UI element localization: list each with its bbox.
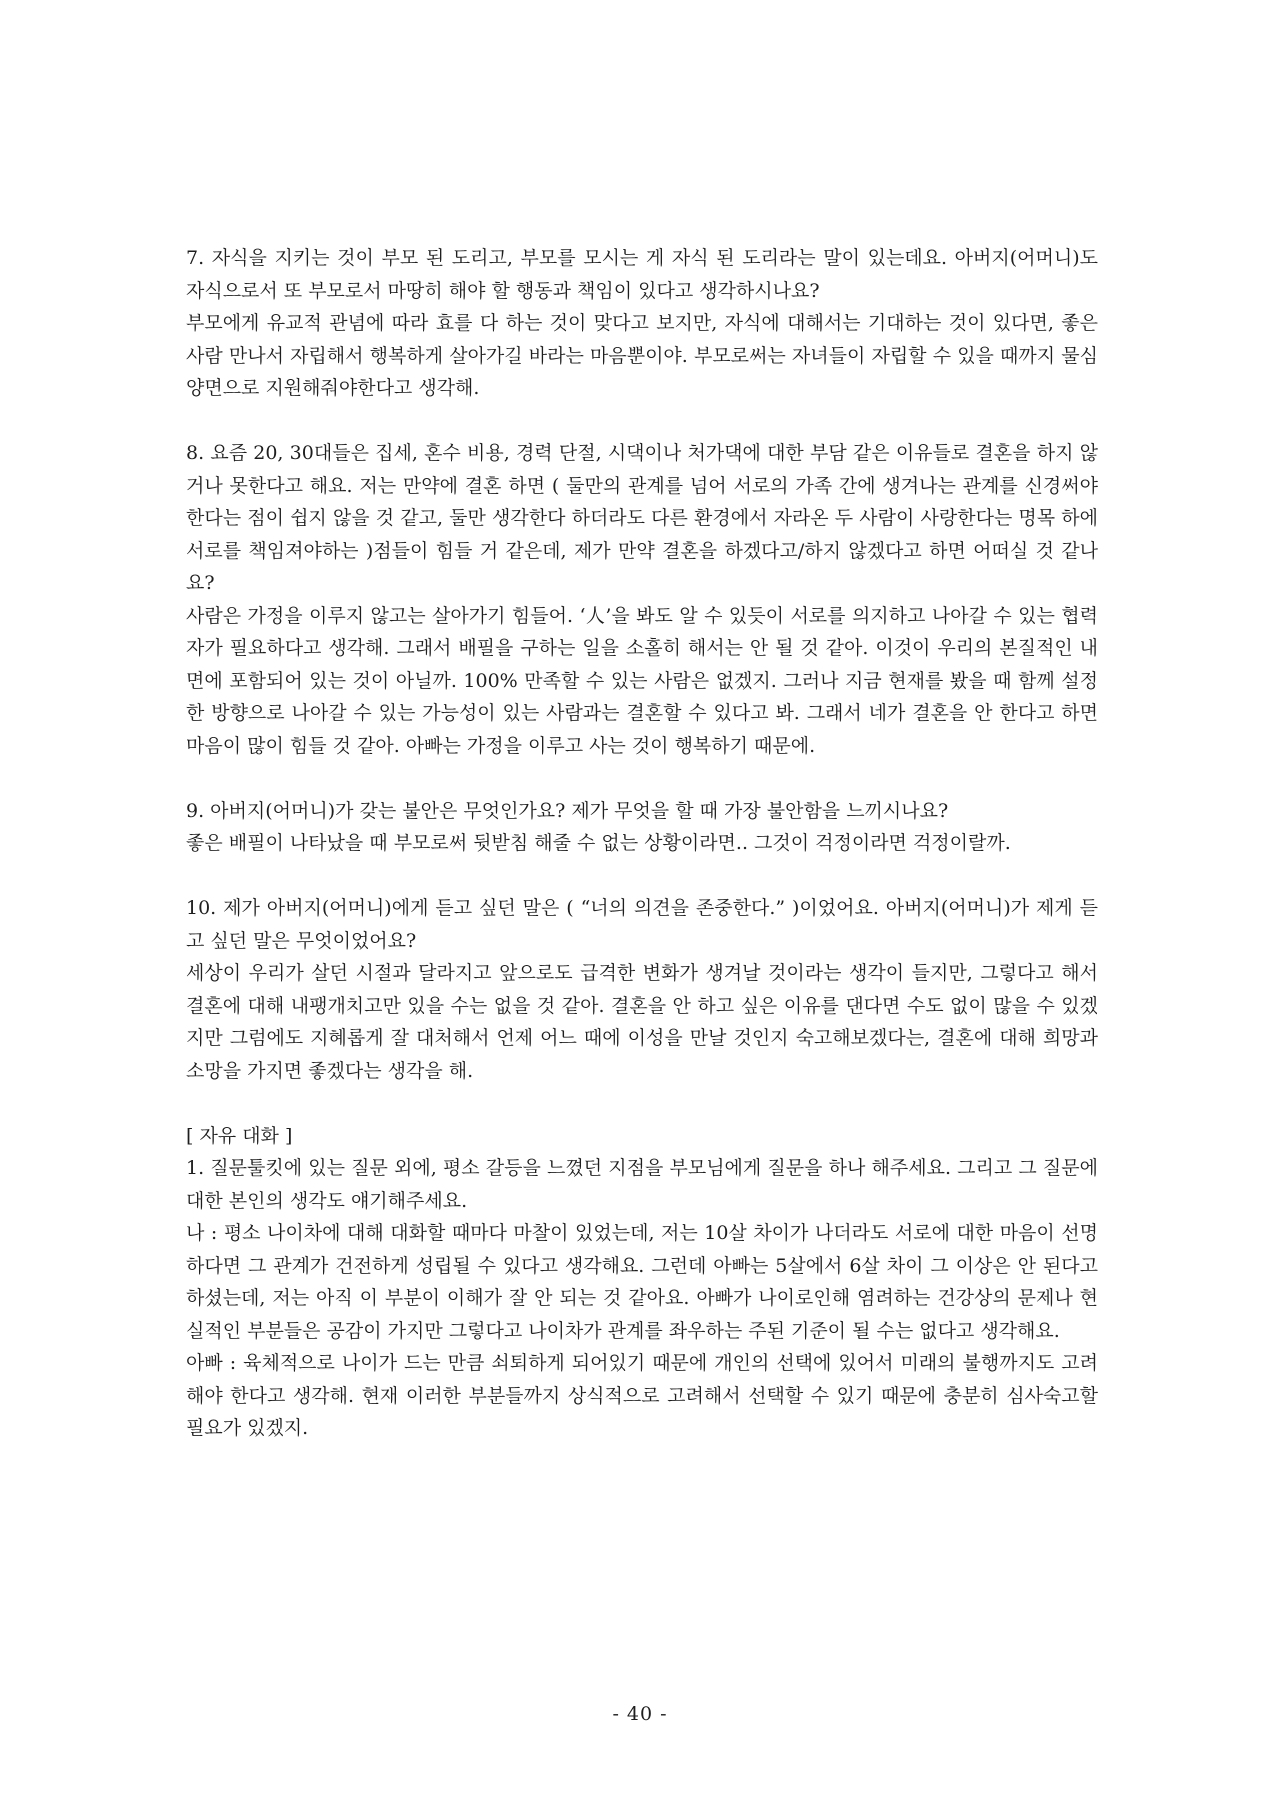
qa-item-9 (186, 795, 1098, 860)
answer-8: 사람은 가정을 이루지 않고는 살아가기 힘들어. ‘人’을 봐도 알 수 있듯이 서로를 의지하고 나아갈 수 있는 협력자가 필요하다고 생각해. 그래서 배필을 구하는 일을 소홀히 해서는 안 될 것 같아. 이것이 우리의 본질적인 내면에 포함되어 있는 것이 아닐까. 100% 만족할 수 있는 사람은 없겠지. 그러나 지금 현재를 봤을 때 함께 설정한 방향으로 나아갈 수 있는 가능성이 있는 사람과는 결혼할 수 있다고 봐. 그래서 네가 결혼을 안 한다고 하면 마음이 많이 힘들 것 같아. 아빠는 가정을 이루고 사는 것이 행복하기 때문에. (186, 604, 1098, 757)
page-content (186, 242, 1098, 1477)
question-9: 9. 아버지(어머니)가 갖는 불안은 무엇인가요? 제가 무엇을 할 때 가장 불안함을 느끼시나요? (186, 799, 949, 822)
free-talk-my-answer: 나 : 평소 나이차에 대해 대화할 때마다 마찰이 있었는데, 저는 10살 차이가 나더라도 서로에 대한 마음이 선명하다면 그 관계가 건전하게 성립될 수 있다고 생각해요. 그런데 아빠는 5살에서 6살 차이 그 이상은 안 된다고 하셨는데, 저는 아직 이 부분이 이해가 잘 안 되는 것 같아요. 아빠가 나이로인해 염려하는 건강상의 문제나 현실적인 부분들은 공감이 가지만 그렇다고 나이차가 관계를 좌우하는 주된 기준이 될 수는 없다고 생각해요. (186, 1222, 1098, 1342)
free-talk-dad-answer: 아빠 : 육체적으로 나이가 드는 만큼 쇠퇴하게 되어있기 때문에 개인의 선택에 있어서 미래의 불행까지도 고려해야 한다고 생각해. 현재 이러한 부분들까지 상식적으로 고려해서 선택할 수 있기 때문에 충분히 심사숙고할 필요가 있겠지. (186, 1352, 1098, 1439)
free-talk-question: 1. 질문툴킷에 있는 질문 외에, 평소 갈등을 느꼈던 지점을 부모님에게 질문을 하나 해주세요. 그리고 그 질문에 대한 본인의 생각도 얘기해주세요. (186, 1157, 1098, 1212)
answer-9: 좋은 배필이 나타났을 때 부모로써 뒷받침 해줄 수 없는 상황이라면.. 그것이 걱정이라면 걱정이랄까. (186, 832, 1011, 854)
question-8: 8. 요즘 20, 30대들은 집세, 혼수 비용, 경력 단절, 시댁이나 처가댁에 대한 부담 같은 이유들로 결혼을 하지 않거나 못한다고 해요. 저는 만약에 결혼 하면 ( 둘만의 관계를 넘어 서로의 가족 간에 생겨나는 관계를 신경써야한다는 점이 쉽지 않을 것 같고, 둘만 생각한다 하더라도 다른 환경에서 자라온 두 사람이 사랑한다는 명목 하에 서로를 책임져야하는 )점들이 힘들 거 같은데, 제가 만약 결혼을 하겠다고/하지 않겠다고 하면 어떠실 것 같나요? (186, 442, 1098, 594)
answer-10: 세상이 우리가 살던 시절과 달라지고 앞으로도 급격한 변화가 생겨날 것이라는 생각이 들지만, 그렇다고 해서 결혼에 대해 내팽개치고만 있을 수는 없을 것 같아. 결혼을 안 하고 싶은 이유를 댄다면 수도 없이 많을 수 있겠지만 그럼에도 지혜롭게 잘 대처해서 언제 어느 때에 이성을 만날 것인지 숙고해보겠다는, 결혼에 대해 희망과 소망을 가지면 좋겠다는 생각을 해. (186, 962, 1098, 1082)
answer-7: 부모에게 유교적 관념에 따라 효를 다 하는 것이 맞다고 보지만, 자식에 대해서는 기대하는 것이 있다면, 좋은 사람 만나서 자립해서 행복하게 살아가길 바라는 마음뿐이야. 부모로써는 자녀들이 자립할 수 있을 때까지 물심양면으로 지원해줘야한다고 생각해. (186, 312, 1098, 399)
page-number: - 40 - (612, 1703, 668, 1725)
free-talk-section (186, 1120, 1098, 1445)
free-talk-heading: [ 자유 대화 ] (186, 1124, 293, 1147)
qa-item-7 (186, 242, 1098, 405)
qa-item-8 (186, 437, 1098, 762)
question-10: 10. 제가 아버지(어머니)에게 듣고 싶던 말은 ( “너의 의견을 존중한다.” )이었어요. 아버지(어머니)가 제게 듣고 싶던 말은 무엇이었어요? (186, 897, 1098, 952)
question-7: 7. 자식을 지키는 것이 부모 된 도리고, 부모를 모시는 게 자식 된 도리라는 말이 있는데요. 아버지(어머니)도 자식으로서 또 부모로서 마땅히 해야 할 행동과 책임이 있다고 생각하시나요? (186, 247, 1098, 302)
qa-item-10 (186, 892, 1098, 1087)
